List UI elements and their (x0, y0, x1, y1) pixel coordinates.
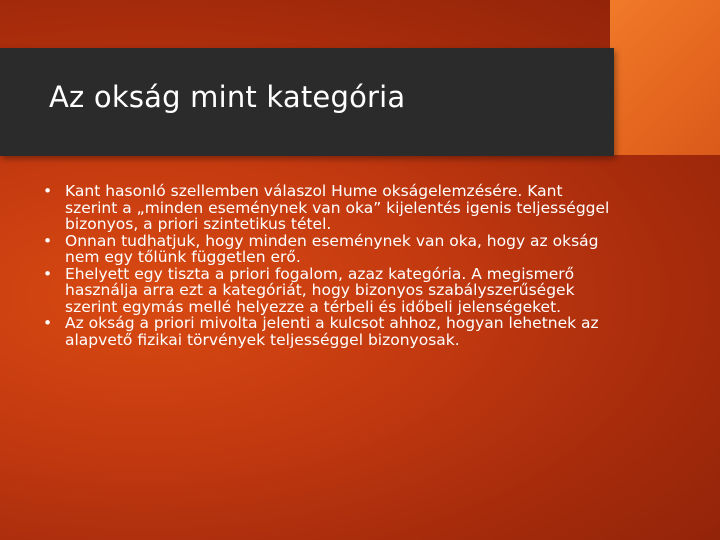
bullet-text: Ehelyett egy tiszta a priori fogalom, azaz kategória. A megismerő használja arra ezt a kategóriát, hogy bizonyos szabályszerűségek szerint egymás mellé helyezze a térbeli és időbeli jelenségeket. (65, 264, 575, 316)
bullet-item (43, 183, 613, 233)
bullet-item (43, 233, 613, 266)
bullet-dot: • (43, 182, 53, 200)
bullet-item (43, 315, 613, 348)
bullet-text: Kant hasonló szellemben válaszol Hume okságelemzésére. Kant szerint a „minden eseménynek van oka” kijelentés igenis teljességgel bizonyos, a priori szintetikus tétel. (65, 182, 610, 233)
bullet-dot: • (43, 264, 53, 283)
corner-accent (610, 0, 720, 155)
bullet-text: Az okság a priori mivolta jelenti a kulcsot ahhoz, hogyan lehetnek az alapvető fizikai törvények teljességgel bizonyosak. (65, 314, 599, 349)
slide-title: Az okság mint kategória (49, 80, 406, 114)
bullet-item (43, 266, 613, 316)
bullet-dot: • (43, 231, 53, 250)
bullet-list (43, 183, 613, 348)
bullet-dot: • (43, 314, 53, 332)
bullet-text: Onnan tudhatjuk, hogy minden eseménynek van oka, hogy az okság nem egy tőlünk független erő. (65, 231, 599, 266)
